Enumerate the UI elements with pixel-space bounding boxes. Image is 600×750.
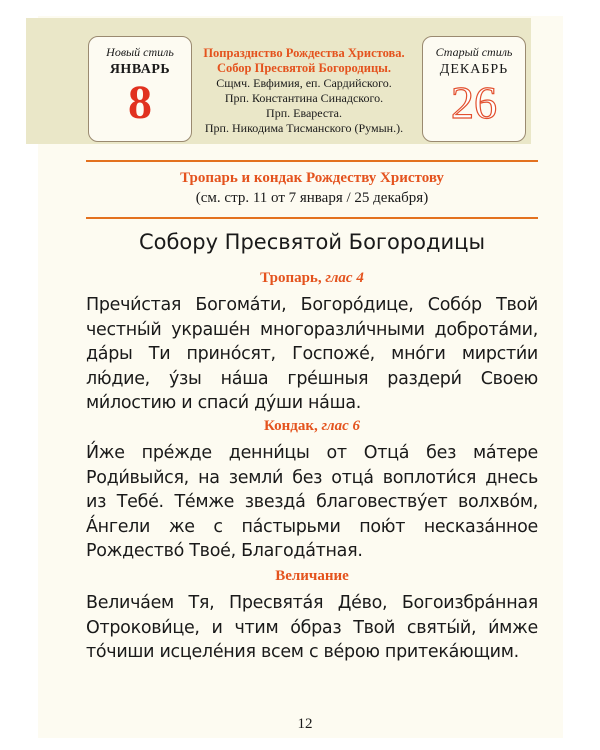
kontakion-label: Кондак, — [264, 418, 318, 434]
troparion-heading — [86, 270, 538, 287]
feast-of-day — [196, 46, 412, 136]
nativity-reference — [86, 168, 538, 208]
top-divider — [86, 160, 538, 162]
old-style-day: 26 — [451, 77, 497, 128]
new-style-month: ЯНВАРЬ — [109, 62, 171, 77]
magnification-heading: Величание — [275, 568, 349, 584]
troparion-label: Тропарь, — [260, 270, 322, 286]
old-style-month: ДЕКАБРЬ — [439, 62, 509, 77]
kontakion-text: И́же пре́жде денни́цы от Отца́ без ма́тере Роди́выйся, на земли́ без отца́ воплоти́ся днесь из Тебе́. Те́мже звезда́ благовеству́ет волхво́м, А́нгели же с па́стырьми пою́т несказа́нное Рождество́ Твое́, Благода́тная. — [86, 443, 538, 561]
saint-commemoration: Сщмч. Евфимия, еп. Сардийского. — [216, 76, 392, 90]
troparion-tone: глас 4 — [325, 270, 364, 286]
magnification-text: Велича́ем Тя, Пресвята́я Де́во, Богоизбра́нная Отрокови́це, и чтим о́браз Твой святы́й, и́мже то́чиши исцеле́ния всем с ве́рою притека́ющим. — [86, 593, 538, 662]
kontakion-tone: глас 6 — [321, 418, 360, 434]
reference-note: (см. стр. 11 от 7 января / 25 декабря) — [195, 190, 429, 206]
new-style-label: Новый стиль — [106, 45, 174, 59]
bottom-divider — [86, 217, 538, 219]
section-heading: Собору Пресвятой Богородицы — [138, 230, 486, 254]
new-style-day: 8 — [128, 76, 152, 129]
troparion-text: Пречи́стая Богома́ти, Богоро́дице, Собо́р Твой честны́й украше́н многоразли́чными доброта́ми, да́ры Ти прино́сят, Госпоже́, мно́ги мирсти́и лю́дие, у́зы на́ша гре́шныя раздери́ Своею ми́лостию и спаси́ ду́ши на́ша. — [86, 295, 538, 413]
reference-title: Тропарь и кондак Рождеству Христову — [180, 170, 444, 186]
feast-title-line1: Попразднство Рождества Христова. — [203, 46, 405, 60]
saint-commemoration: Прп. Никодима Тисманского (Румын.). — [204, 121, 404, 135]
kontakion-heading — [86, 418, 538, 435]
page-number: 12 — [297, 716, 313, 732]
old-style-date-box — [422, 36, 526, 142]
feast-title-line2: Собор Пресвятой Богородицы. — [216, 61, 392, 75]
saint-commemoration: Прп. Евареста. — [266, 106, 342, 120]
saint-commemoration: Прп. Константина Синадского. — [224, 91, 384, 105]
old-style-label: Старый стиль — [435, 45, 513, 59]
new-style-date-box — [88, 36, 192, 142]
